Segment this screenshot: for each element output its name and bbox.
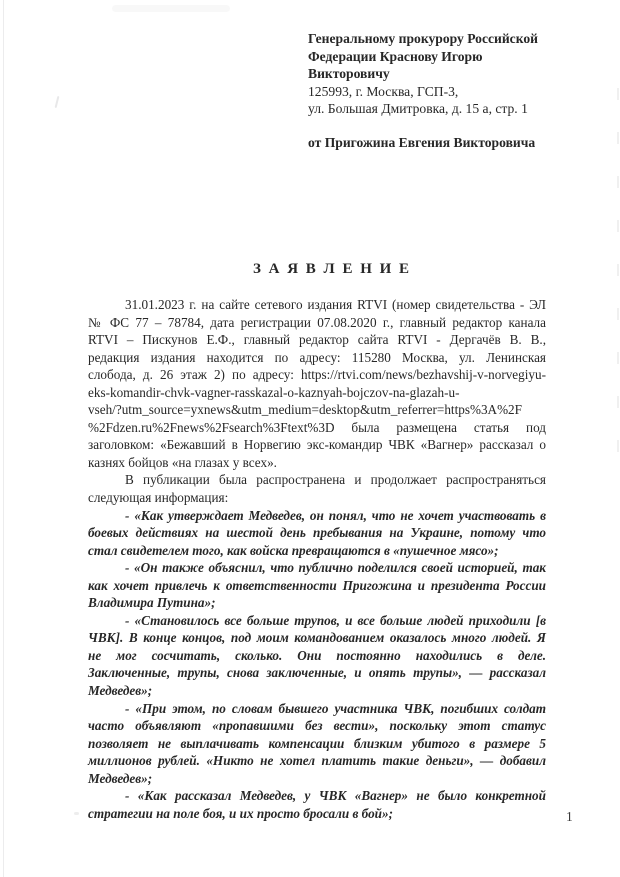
text-line: как хочет привлечь к ответственности Пригожина и президента России — [88, 577, 546, 593]
text-line: редакция издания находится по адресу: 115280 Москва, ул. Ленинская — [88, 349, 546, 365]
document-body — [88, 296, 546, 822]
recipient-address-line: 125993, г. Москва, ГСП-3, — [308, 83, 459, 99]
text-line: Заключенные, трупы, снова заключенные, и опять трупы», — рассказал — [88, 665, 546, 681]
text-line: 31.01.2023 г. на сайте сетевого издания RTVI (номер свидетельства - ЭЛ — [125, 297, 546, 312]
scan-speck-artifact — [74, 812, 79, 815]
text-line: заголовком: «Бежавший в Норвегию экс-командир ЧВК «Вагнер» рассказал о — [88, 437, 546, 453]
text-line: - «Становилось все больше трупов, и все больше людей приходили [в — [125, 612, 546, 628]
scan-edge-artifact — [617, 88, 619, 468]
text-line: следующая информация: — [88, 490, 229, 506]
text-line: Медведев»; — [88, 683, 153, 699]
text-line: позволяет не выплачивать компенсации близким убитого в размере 5 — [88, 735, 546, 751]
text-line: Владимира Путина»; — [88, 595, 216, 611]
recipient-block — [308, 30, 563, 152]
recipient-line: Викторовичу — [308, 66, 390, 82]
page-number: 1 — [566, 809, 573, 824]
text-line: ЧВК]. В конце концов, под моим командованием оказалось много людей. Я — [88, 630, 546, 646]
text-line: - «При этом, по словам бывшего участника ЧВК, погибших солдат — [125, 700, 546, 716]
text-line: vseh/?utm_source=yxnews&utm_medium=desktop&utm_referrer=https%3A%2F — [88, 402, 522, 418]
scan-edge-artifact — [3, 0, 4, 877]
scan-smudge-artifact — [112, 5, 230, 12]
recipient-address-line: ул. Большая Дмитровка, д. 15 а, стр. 1 — [308, 101, 528, 117]
text-line: № ФС 77 – 78784, дата регистрации 07.08.2020 г., главный редактор канала — [88, 314, 546, 330]
text-line: миллионов рублей. «Никто не хотел платить такие деньги», — добавил — [88, 753, 546, 769]
text-line: eks-komandir-chvk-vagner-rasskazal-o-kaznyah-bojczov-na-glazah-u- — [88, 384, 460, 400]
text-line: стал свидетелем того, как войска превращаются в «пушечное мясо»; — [88, 542, 499, 558]
document-title: З А Я В Л Е Н И Е — [252, 261, 412, 277]
text-line: боевых действиях на шестой день пребывания на Украине, потому что — [88, 525, 546, 541]
text-line: казнях бойцов «на глазах у всех». — [88, 454, 277, 470]
text-line: В публикации была распространена и продолжает распространяться — [125, 472, 546, 488]
recipient-line: Федерации Краснову Игорю — [308, 48, 483, 64]
text-line: %2Fdzen.ru%2Fnews%2Fsearch%3Ftext%3D была размещена статья под — [88, 419, 546, 435]
text-line: слобода, д. 26 этаж 2) по адресу: https://rtvi.com/news/bezhavshij-v-norvegiyu- — [88, 367, 546, 383]
text-line: - «Как утверждает Медведев, он понял, что не хочет участвовать в — [125, 507, 546, 523]
text-line: стратегии на поле боя, и их просто бросали в бой»; — [88, 805, 393, 821]
recipient-line: Генеральному прокурору Российской — [308, 31, 538, 46]
text-line: - «Он также объяснил, что публично поделился своей историей, так — [125, 560, 546, 576]
text-line: - «Как рассказал Медведев, у ЧВК «Вагнер» не было конкретной — [125, 788, 546, 804]
scan-mark-artifact — [55, 96, 60, 108]
text-line: RTVI – Пискунов Е.Ф., главный редактор сайта RTVI - Дергачёв В. В., — [88, 332, 546, 348]
sender-line: от Пригожина Евгения Викторовича — [308, 134, 536, 150]
text-line: часто объявляют «пропавшими без вести», поскольку этот статус — [88, 718, 546, 734]
text-line: Медведев»; — [88, 770, 153, 786]
text-line: не мог сосчитать, сколько. Они постоянно находились в деле. — [88, 647, 546, 663]
